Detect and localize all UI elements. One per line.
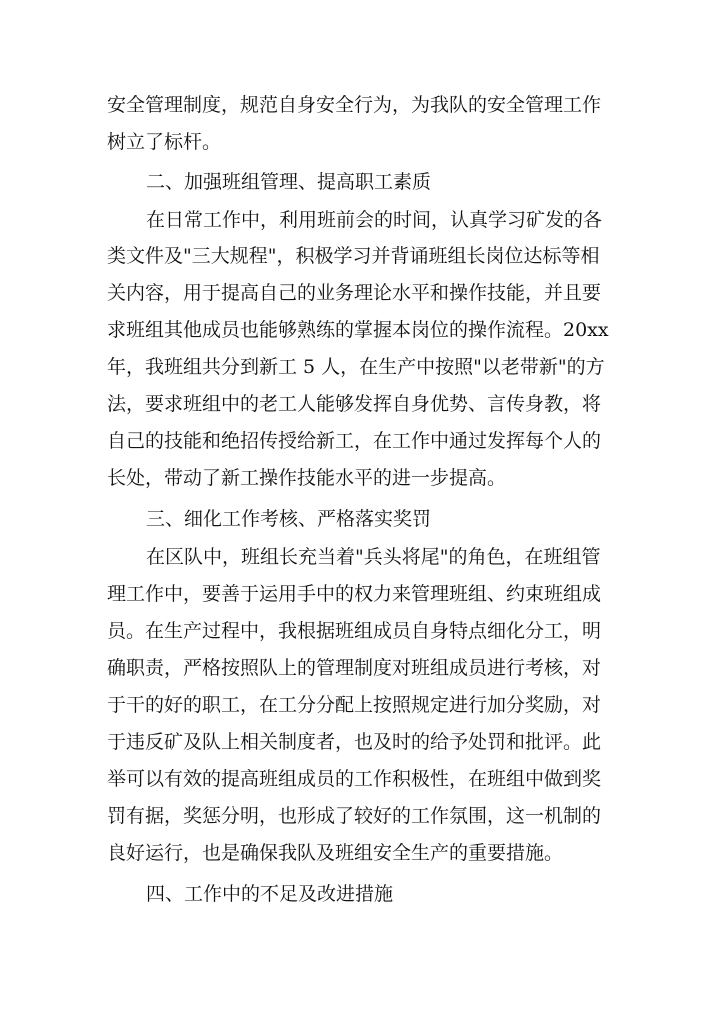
text-line-9: 法，要求班组中的老工人能够发挥自身优势、言传身教，将 xyxy=(107,393,602,415)
text-line-20: 罚有据，奖惩分明，也形成了较好的工作氛围，这一机制的 xyxy=(107,805,602,827)
text-line-4: 在日常工作中，利用班前会的时间，认真学习矿发的各 xyxy=(146,209,603,231)
text-line-8: 年，我班组共分到新工 5 人，在生产中按照"以老带新"的方 xyxy=(107,356,605,378)
text-line-19: 举可以有效的提高班组成员的工作积极性，在班组中做到奖 xyxy=(107,768,602,790)
text-line-6: 关内容，用于提高自己的业务理论水平和操作技能，并且要 xyxy=(107,282,602,304)
text-line-14: 理工作中，要善于运用手中的权力来管理班组、约束班组成 xyxy=(107,583,602,605)
text-line-16: 确职责，严格按照队上的管理制度对班组成员进行考核，对 xyxy=(107,657,602,679)
text-line-2: 树立了标杆。 xyxy=(107,131,222,153)
text-line-1: 安全管理制度，规范自身安全行为，为我队的安全管理工作 xyxy=(107,94,602,116)
text-line-5: 类文件及"三大规程"，积极学习并背诵班组长岗位达标等相 xyxy=(107,245,600,267)
text-line-10: 自己的技能和绝招传授给新工，在工作中通过发挥每个人的 xyxy=(107,430,602,452)
section-heading-2: 二、加强班组管理、提高职工素质 xyxy=(146,171,432,193)
text-line-7: 求班组其他成员也能够熟练的掌握本岗位的操作流程。20xx xyxy=(107,319,609,341)
text-line-11: 长处，带动了新工操作技能水平的进一步提高。 xyxy=(107,467,507,489)
section-heading-4: 四、工作中的不足及改进措施 xyxy=(146,883,394,905)
text-line-18: 于违反矿及队上相关制度者，也及时的给予处罚和批评。此 xyxy=(107,731,602,753)
text-line-15: 员。在生产过程中，我根据班组成员自身特点细化分工，明 xyxy=(107,620,602,642)
text-line-17: 于干的好的职工，在工分分配上按照规定进行加分奖励，对 xyxy=(107,694,602,716)
text-line-13: 在区队中，班组长充当着"兵头将尾"的角色，在班组管 xyxy=(146,546,601,568)
text-line-21: 良好运行，也是确保我队及班组安全生产的重要措施。 xyxy=(107,842,564,864)
section-heading-3: 三、细化工作考核、严格落实奖罚 xyxy=(146,508,432,530)
